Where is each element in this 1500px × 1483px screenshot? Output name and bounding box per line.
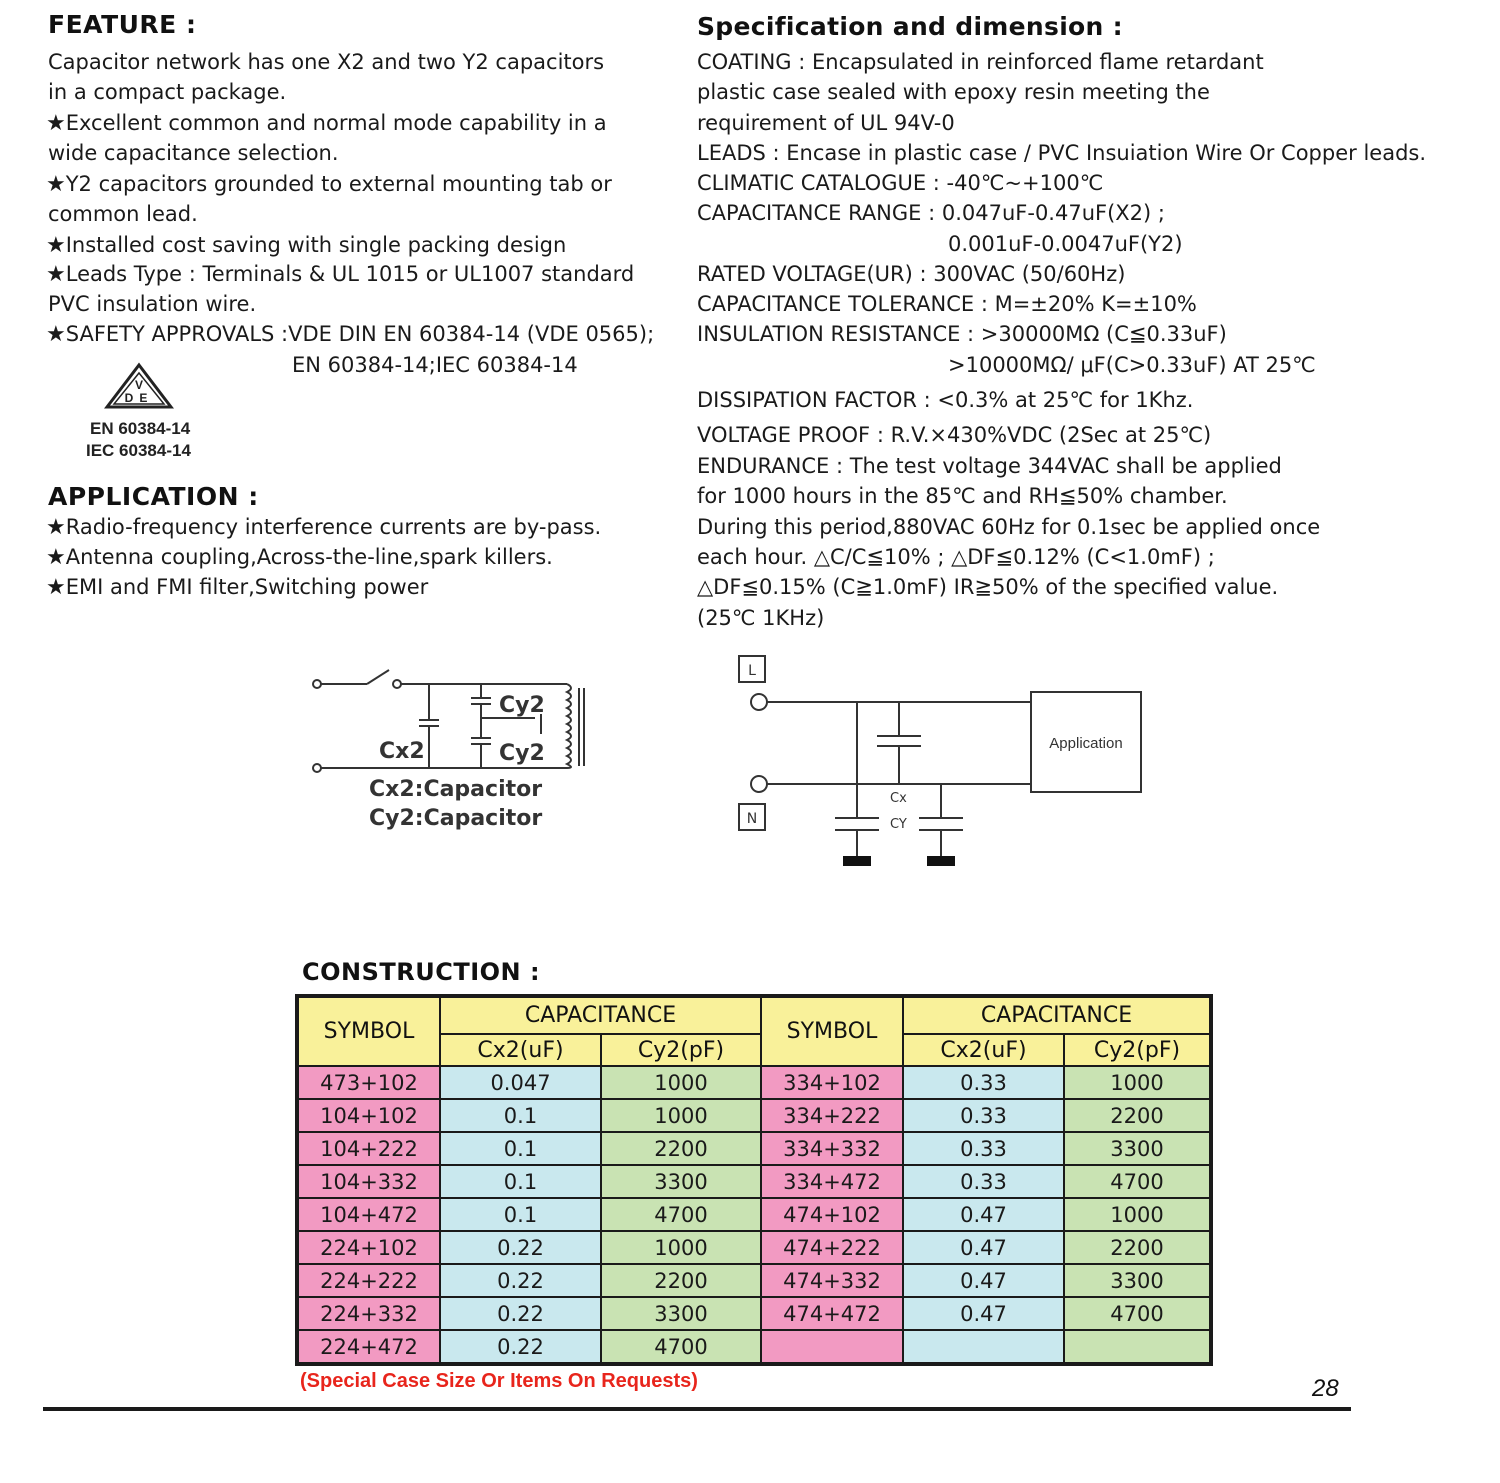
symbol-cell: 224+472 (297, 1330, 440, 1364)
symbol-header: SYMBOL (297, 996, 440, 1066)
feature-line: EN 60384-14;IEC 60384-14 (292, 353, 578, 377)
table-row (297, 1165, 1211, 1198)
cx2-cell: 0.33 (903, 1099, 1064, 1132)
construction-heading: CONSTRUCTION : (302, 958, 541, 986)
cy2-cell: 3300 (1064, 1132, 1211, 1165)
symbol-cell: 474+102 (761, 1198, 903, 1231)
cx2-cell: 0.47 (903, 1231, 1064, 1264)
star-icon: ★ (46, 111, 66, 136)
table-row (297, 1264, 1211, 1297)
cx2-header: Cx2(uF) (440, 1034, 601, 1066)
cy2-header: Cy2(pF) (601, 1034, 761, 1066)
cx2-label: Cx2 (379, 739, 425, 764)
star-icon: ★ (46, 233, 66, 258)
cy2-cell: 1000 (601, 1099, 761, 1132)
cy2-cell: 1000 (601, 1066, 761, 1099)
application-line: ★Antenna coupling,Across-the-line,spark killers. (46, 545, 553, 570)
capacitance-header: CAPACITANCE (440, 996, 761, 1034)
symbol-cell: 334+102 (761, 1066, 903, 1099)
table-row (297, 1099, 1211, 1132)
table-row (297, 1132, 1211, 1165)
symbol-cell: 473+102 (297, 1066, 440, 1099)
star-icon: ★ (46, 262, 66, 287)
logo-standard-2: IEC 60384-14 (86, 441, 191, 460)
symbol-cell: 334+222 (761, 1099, 903, 1132)
table-row (297, 1297, 1211, 1330)
table-row (297, 1231, 1211, 1264)
capacitance-header: CAPACITANCE (903, 996, 1211, 1034)
cx2-cell: 0.47 (903, 1198, 1064, 1231)
spec-line: LEADS : Encase in plastic case / PVC Insuiation Wire Or Copper leads. (697, 141, 1427, 165)
table-row (297, 1198, 1211, 1231)
symbol-cell: 224+222 (297, 1264, 440, 1297)
cy2-cell (1064, 1330, 1211, 1364)
legend-cy2: Cy2:Capacitor (369, 806, 543, 831)
spec-line: COATING : Encapsulated in reinforced flame retardant (697, 50, 1264, 74)
vde-mark-icon (104, 362, 174, 416)
cy2-cell: 4700 (601, 1198, 761, 1231)
application-line: ★Radio-frequency interference currents are by-pass. (46, 515, 602, 540)
footer-rule (43, 1407, 1351, 1411)
cy2-cell: 1000 (1064, 1066, 1211, 1099)
symbol-cell: 474+222 (761, 1231, 903, 1264)
spec-line: DISSIPATION FACTOR : <0.3% at 25℃ for 1Khz. (697, 388, 1194, 412)
construction-table (295, 994, 1213, 1366)
symbol-cell: 104+102 (297, 1099, 440, 1132)
spec-line: ENDURANCE : The test voltage 344VAC shall be applied (697, 454, 1282, 478)
spec-line: VOLTAGE PROOF : R.V.×430%VDC (2Sec at 25℃) (697, 423, 1212, 447)
cx2-cell: 0.22 (440, 1297, 601, 1330)
feature-line: ★SAFETY APPROVALS :VDE DIN EN 60384-14 (VDE 0565); (46, 322, 655, 347)
cy2-header: Cy2(pF) (1064, 1034, 1211, 1066)
cy2-cell: 1000 (601, 1231, 761, 1264)
star-icon: ★ (46, 545, 66, 570)
cy2-cell: 2200 (1064, 1231, 1211, 1264)
cx2-cell: 0.47 (903, 1264, 1064, 1297)
cx2-cell: 0.33 (903, 1066, 1064, 1099)
terminal-n-label: N (746, 811, 758, 827)
spec-line: CAPACITANCE RANGE : 0.047uF-0.47uF(X2) ; (697, 201, 1165, 225)
symbol-cell: 104+222 (297, 1132, 440, 1165)
symbol-cell: 224+332 (297, 1297, 440, 1330)
spec-line: requirement of UL 94V-0 (697, 111, 955, 135)
page-number: 28 (1312, 1375, 1339, 1402)
feature-line: PVC insulation wire. (48, 292, 257, 316)
terminal-l-label: L (748, 663, 756, 679)
cy2-cell: 4700 (1064, 1165, 1211, 1198)
svg-text:V: V (134, 378, 144, 392)
cx2-cell: 0.22 (440, 1231, 601, 1264)
symbol-cell (761, 1330, 903, 1364)
cx2-cell: 0.22 (440, 1264, 601, 1297)
special-request-note: (Special Case Size Or Items On Requests) (300, 1370, 698, 1392)
cy2-cell: 3300 (601, 1297, 761, 1330)
cx2-cell: 0.33 (903, 1165, 1064, 1198)
cy2-cell: 2200 (601, 1264, 761, 1297)
application-heading: APPLICATION : (48, 482, 259, 511)
table-row (297, 1330, 1211, 1364)
symbol-cell: 474+472 (761, 1297, 903, 1330)
cx2-header: Cx2(uF) (903, 1034, 1064, 1066)
cx2-cell: 0.33 (903, 1132, 1064, 1165)
cx2-cell: 0.1 (440, 1165, 601, 1198)
application-line: ★EMI and FMI filter,Switching power (46, 575, 429, 600)
application-box-label: Application (1049, 735, 1123, 752)
vde-logo (86, 362, 206, 462)
cy2-cell: 3300 (601, 1165, 761, 1198)
spec-line: CAPACITANCE TOLERANCE : M=±20% K=±10% (697, 292, 1197, 316)
cx2-cell: 0.1 (440, 1099, 601, 1132)
feature-line: ★Excellent common and normal mode capability in a (46, 111, 607, 136)
feature-line: ★Y2 capacitors grounded to external mounting tab or (46, 172, 612, 197)
feature-line: common lead. (48, 202, 198, 226)
cx2-cell (903, 1330, 1064, 1364)
cy2-cell: 2200 (1064, 1099, 1211, 1132)
symbol-cell: 334+472 (761, 1165, 903, 1198)
star-icon: ★ (46, 575, 66, 600)
star-icon: ★ (46, 172, 66, 197)
cy2-cell: 3300 (1064, 1264, 1211, 1297)
symbol-cell: 474+332 (761, 1264, 903, 1297)
spec-line: (25℃ 1KHz) (697, 606, 825, 630)
symbol-cell: 334+332 (761, 1132, 903, 1165)
cx2-cell: 0.47 (903, 1297, 1064, 1330)
cx2-cell: 0.1 (440, 1198, 601, 1231)
logo-standard-1: EN 60384-14 (90, 419, 191, 438)
spec-heading: Specification and dimension : (697, 12, 1123, 41)
symbol-header: SYMBOL (761, 996, 903, 1066)
symbol-cell: 224+102 (297, 1231, 440, 1264)
star-icon: ★ (46, 322, 66, 347)
cx2-cell: 0.047 (440, 1066, 601, 1099)
spec-line: for 1000 hours in the 85℃ and RH≦50% chamber. (697, 484, 1228, 508)
cy2-cell: 4700 (601, 1330, 761, 1364)
spec-line: >10000MΩ/ μF(C>0.33uF) AT 25℃ (948, 353, 1316, 377)
cx-label: Cx (890, 791, 907, 806)
cy2-cell: 1000 (1064, 1198, 1211, 1231)
feature-line: Capacitor network has one X2 and two Y2 capacitors (48, 50, 605, 74)
application-circuit-diagram (735, 654, 1155, 874)
capacitor-network-schematic (305, 660, 605, 840)
symbol-cell: 104+472 (297, 1198, 440, 1231)
cy2-bottom-label: Cy2 (499, 741, 545, 766)
spec-line: CLIMATIC CATALOGUE : -40℃~+100℃ (697, 171, 1104, 195)
feature-line: ★Installed cost saving with single packing design (46, 233, 567, 258)
cy2-cell: 2200 (601, 1132, 761, 1165)
spec-line: RATED VOLTAGE(UR) : 300VAC (50/60Hz) (697, 262, 1126, 286)
spec-line: plastic case sealed with epoxy resin meeting the (697, 80, 1210, 104)
cy-label: CY (890, 817, 907, 832)
legend-cx2: Cx2:Capacitor (369, 777, 543, 802)
spec-line: INSULATION RESISTANCE : >30000MΩ (C≦0.33uF) (697, 322, 1227, 346)
svg-text:DE: DE (124, 391, 154, 405)
spec-line: During this period,880VAC 60Hz for 0.1sec be applied once (697, 515, 1321, 539)
cx2-cell: 0.22 (440, 1330, 601, 1364)
cx2-cell: 0.1 (440, 1132, 601, 1165)
feature-heading: FEATURE : (48, 10, 197, 39)
spec-line: 0.001uF-0.0047uF(Y2) (948, 232, 1183, 256)
cy2-top-label: Cy2 (499, 693, 545, 718)
symbol-cell: 104+332 (297, 1165, 440, 1198)
table-row (297, 1066, 1211, 1099)
feature-line: ★Leads Type : Terminals & UL 1015 or UL1007 standard (46, 262, 635, 287)
spec-line: △DF≦0.15% (C≧1.0mF) IR≧50% of the specified value. (697, 575, 1279, 599)
cy2-cell: 4700 (1064, 1297, 1211, 1330)
feature-line: wide capacitance selection. (48, 141, 339, 165)
spec-line: each hour. △C/C≦10% ; △DF≦0.12% (C<1.0mF) ; (697, 545, 1215, 569)
star-icon: ★ (46, 515, 66, 540)
feature-line: in a compact package. (48, 80, 287, 104)
